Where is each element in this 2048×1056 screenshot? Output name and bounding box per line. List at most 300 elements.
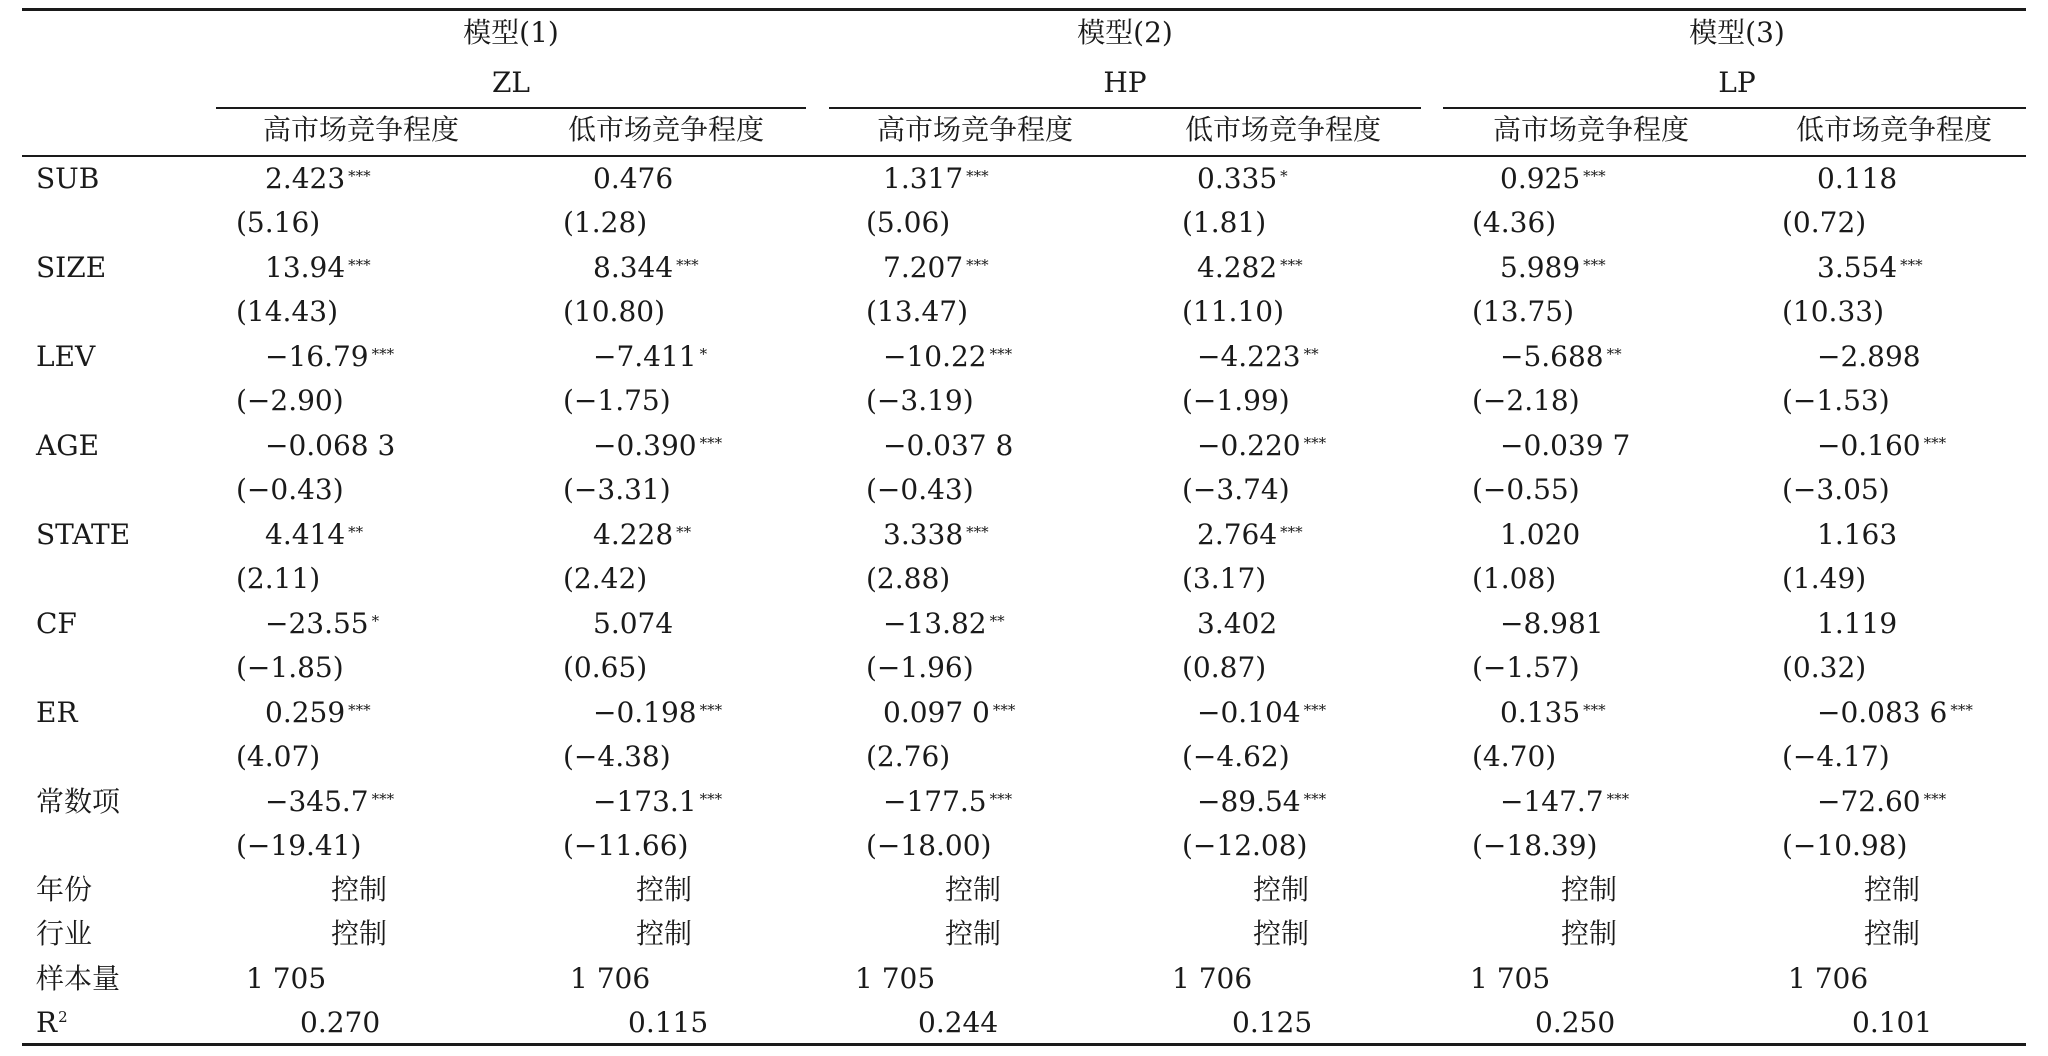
sample-size-cell-text: 1 705 bbox=[246, 962, 327, 995]
coef-cell-significance: *** bbox=[1280, 523, 1303, 541]
control-cell-text: 控制 bbox=[944, 873, 1002, 906]
tstat-cell bbox=[1782, 473, 1890, 507]
coef-cell bbox=[883, 340, 1012, 378]
subhead-4-text: 低市场竞争程度 bbox=[1184, 113, 1382, 146]
tstat-cell-text: (1.81) bbox=[1182, 206, 1267, 239]
tstat-cell bbox=[236, 295, 338, 329]
sample-size-cell bbox=[246, 962, 326, 996]
coef-cell-significance: *** bbox=[1583, 256, 1606, 274]
coef-cell bbox=[1197, 607, 1277, 641]
r2-cell bbox=[300, 1006, 380, 1040]
coef-cell bbox=[593, 785, 722, 823]
coef-cell bbox=[1817, 162, 1897, 196]
r2-superscript: 2 bbox=[58, 1008, 68, 1026]
coef-cell-text: −23.55 bbox=[265, 607, 369, 640]
coef-cell-text: 0.925 bbox=[1500, 162, 1581, 195]
tstat-cell bbox=[1782, 829, 1907, 863]
coef-cell-text: −0.083 6 bbox=[1817, 696, 1948, 729]
tstat-cell bbox=[1472, 829, 1597, 863]
tstat-cell bbox=[1472, 384, 1580, 418]
coef-cell-text: 1.317 bbox=[883, 162, 964, 195]
model-dep-3-text: LP bbox=[1718, 66, 1756, 99]
coef-cell-significance: *** bbox=[699, 434, 723, 452]
tstat-cell bbox=[866, 384, 974, 418]
control-cell-text: 控制 bbox=[1560, 873, 1618, 906]
coef-cell bbox=[883, 429, 1013, 463]
sample-size-cell-text: 1 706 bbox=[1788, 962, 1869, 995]
coef-cell-text: −173.1 bbox=[593, 785, 697, 818]
control-cell bbox=[636, 873, 692, 907]
coef-cell-significance: *** bbox=[1923, 790, 1947, 808]
row-label-8 bbox=[36, 785, 120, 819]
coef-cell bbox=[593, 518, 691, 556]
sample-size-cell bbox=[855, 962, 935, 996]
control-cell bbox=[1864, 917, 1920, 951]
tstat-cell-text: (10.33) bbox=[1782, 295, 1885, 328]
model-dep-1 bbox=[492, 66, 530, 100]
control-cell bbox=[331, 917, 387, 951]
coef-cell bbox=[1817, 251, 1923, 289]
tstat-cell-text: (−1.85) bbox=[236, 651, 344, 684]
tstat-cell bbox=[1782, 206, 1866, 240]
sample-size-label-text: 样本量 bbox=[36, 962, 121, 995]
model-dep-1-text: ZL bbox=[491, 66, 531, 99]
coef-cell bbox=[883, 607, 1005, 645]
tstat-cell bbox=[1782, 562, 1866, 596]
coef-cell bbox=[593, 696, 722, 734]
coef-cell-text: 5.989 bbox=[1500, 251, 1581, 284]
tstat-cell-text: (2.42) bbox=[563, 562, 648, 595]
tstat-cell-text: (−4.62) bbox=[1182, 740, 1290, 773]
tstat-cell-text: (14.43) bbox=[236, 295, 339, 328]
tstat-cell-text: (1.08) bbox=[1472, 562, 1557, 595]
tstat-cell-text: (4.36) bbox=[1472, 206, 1557, 239]
tstat-cell bbox=[866, 473, 974, 507]
coef-cell bbox=[883, 162, 989, 200]
subhead-1-text: 高市场竞争程度 bbox=[262, 113, 460, 146]
coef-cell-significance: * bbox=[699, 345, 708, 363]
coef-cell bbox=[883, 696, 1015, 734]
coef-cell bbox=[1197, 785, 1326, 823]
coef-cell-text: −5.688 bbox=[1500, 340, 1604, 373]
control-cell bbox=[1864, 873, 1920, 907]
tstat-cell-text: (−1.99) bbox=[1182, 384, 1290, 417]
model-dep-2 bbox=[1103, 66, 1146, 100]
coef-cell bbox=[1500, 607, 1604, 641]
coef-cell bbox=[1500, 251, 1606, 289]
control-cell-text: 控制 bbox=[1252, 873, 1310, 906]
coef-cell bbox=[883, 251, 989, 289]
coef-cell bbox=[593, 340, 707, 378]
r2-label bbox=[36, 1006, 68, 1044]
coef-cell-significance: *** bbox=[1583, 167, 1606, 185]
coef-cell bbox=[1817, 696, 1973, 734]
tstat-cell-text: (−4.17) bbox=[1782, 740, 1890, 773]
r2-cell-text: 0.270 bbox=[300, 1006, 381, 1039]
coef-cell bbox=[1197, 340, 1319, 378]
coef-cell-text: 8.344 bbox=[593, 251, 674, 284]
coef-cell-significance: ** bbox=[1303, 345, 1319, 363]
subhead-2 bbox=[568, 113, 764, 147]
coef-cell-significance: *** bbox=[992, 701, 1016, 719]
coef-cell bbox=[593, 162, 673, 196]
tstat-cell bbox=[1782, 295, 1884, 329]
coef-cell-text: 3.338 bbox=[883, 518, 964, 551]
coef-cell-text: −0.039 7 bbox=[1500, 429, 1631, 462]
tstat-cell-text: (13.47) bbox=[866, 295, 969, 328]
control-cell-text: 控制 bbox=[944, 917, 1002, 950]
coef-cell-text: 2.764 bbox=[1197, 518, 1278, 551]
coef-cell-significance: *** bbox=[1923, 434, 1947, 452]
coef-cell bbox=[883, 518, 989, 556]
tstat-cell bbox=[1472, 473, 1580, 507]
control-cell-text: 控制 bbox=[330, 917, 388, 950]
row-label-5-text: STATE bbox=[36, 518, 131, 551]
coef-cell-text: −8.981 bbox=[1500, 607, 1604, 640]
tstat-cell-text: (−3.05) bbox=[1782, 473, 1890, 506]
tstat-cell-text: (−3.19) bbox=[866, 384, 974, 417]
coef-cell bbox=[1197, 518, 1303, 556]
subhead-5 bbox=[1493, 113, 1689, 147]
row-label-3-text: LEV bbox=[36, 340, 96, 373]
coef-cell-significance: *** bbox=[1303, 701, 1327, 719]
coef-cell-text: −0.160 bbox=[1817, 429, 1921, 462]
coef-cell bbox=[1197, 696, 1326, 734]
tstat-cell bbox=[1782, 651, 1866, 685]
control-cell bbox=[1253, 917, 1309, 951]
coef-cell-significance: *** bbox=[1950, 701, 1973, 719]
tstat-cell bbox=[1782, 384, 1890, 418]
coef-cell-text: −345.7 bbox=[265, 785, 369, 818]
row-label-2-text: SIZE bbox=[36, 251, 107, 284]
tstat-cell bbox=[563, 295, 665, 329]
model-title-2-text: 模型(2) bbox=[1077, 16, 1173, 49]
coef-cell-text: −0.037 8 bbox=[883, 429, 1014, 462]
tstat-cell bbox=[1182, 562, 1266, 596]
control-cell-text: 控制 bbox=[635, 917, 693, 950]
coef-cell-significance: * bbox=[371, 612, 380, 630]
tstat-cell-text: (2.88) bbox=[866, 562, 951, 595]
control-cell bbox=[331, 873, 387, 907]
coef-cell bbox=[265, 518, 363, 556]
coef-cell-text: 0.335 bbox=[1197, 162, 1278, 195]
row-label-3 bbox=[36, 340, 95, 374]
row-label-1-text: SUB bbox=[36, 162, 100, 195]
coef-cell-significance: *** bbox=[348, 701, 371, 719]
control-cell bbox=[945, 873, 1001, 907]
control-label-1-text: 年份 bbox=[36, 873, 93, 906]
coef-cell-significance: *** bbox=[1303, 790, 1327, 808]
tstat-cell bbox=[563, 384, 671, 418]
tstat-cell bbox=[866, 829, 991, 863]
sample-size-cell bbox=[570, 962, 650, 996]
tstat-cell-text: (1.49) bbox=[1782, 562, 1867, 595]
tstat-cell bbox=[1182, 206, 1266, 240]
coef-cell-text: 0.476 bbox=[593, 162, 674, 195]
tstat-cell-text: (−4.38) bbox=[563, 740, 671, 773]
coef-cell-text: −4.223 bbox=[1197, 340, 1301, 373]
sample-size-cell bbox=[1172, 962, 1252, 996]
coef-cell bbox=[593, 429, 722, 467]
tstat-cell-text: (−0.55) bbox=[1472, 473, 1580, 506]
control-cell bbox=[636, 917, 692, 951]
tstat-cell bbox=[1472, 295, 1574, 329]
subhead-3 bbox=[877, 113, 1073, 147]
coef-cell bbox=[1817, 518, 1897, 552]
coef-cell bbox=[1197, 251, 1303, 289]
coef-cell-text: −16.79 bbox=[265, 340, 369, 373]
tstat-cell bbox=[1472, 740, 1556, 774]
row-label-6-text: CF bbox=[36, 607, 77, 640]
tstat-cell-text: (0.72) bbox=[1782, 206, 1867, 239]
coef-cell bbox=[1500, 340, 1622, 378]
r2-cell bbox=[1232, 1006, 1312, 1040]
tstat-cell-text: (2.76) bbox=[866, 740, 951, 773]
coef-cell bbox=[265, 340, 394, 378]
coef-cell-text: 2.423 bbox=[265, 162, 346, 195]
coef-cell-text: −7.411 bbox=[593, 340, 697, 373]
coef-cell-significance: *** bbox=[1900, 256, 1923, 274]
coef-cell-text: −2.898 bbox=[1817, 340, 1921, 373]
coef-cell-significance: *** bbox=[699, 790, 723, 808]
coef-cell bbox=[1817, 607, 1897, 641]
r2-label-text: R bbox=[36, 1006, 58, 1039]
tstat-cell bbox=[236, 829, 361, 863]
subhead-1 bbox=[263, 113, 459, 147]
coef-cell-text: 1.119 bbox=[1817, 607, 1898, 640]
tstat-cell-text: (1.28) bbox=[563, 206, 648, 239]
coef-cell-text: −0.390 bbox=[593, 429, 697, 462]
coef-cell bbox=[1500, 429, 1630, 463]
tstat-cell-text: (−1.53) bbox=[1782, 384, 1890, 417]
tstat-cell-text: (−0.43) bbox=[236, 473, 344, 506]
tstat-cell-text: (−1.57) bbox=[1472, 651, 1580, 684]
control-cell-text: 控制 bbox=[1560, 917, 1618, 950]
tstat-cell-text: (−12.08) bbox=[1182, 829, 1308, 862]
tstat-cell-text: (−3.74) bbox=[1182, 473, 1290, 506]
tstat-cell bbox=[236, 384, 344, 418]
model-title-3-text: 模型(3) bbox=[1689, 16, 1785, 49]
tstat-cell bbox=[1472, 651, 1580, 685]
tstat-cell bbox=[236, 651, 344, 685]
tstat-cell-text: (10.80) bbox=[563, 295, 666, 328]
r2-cell bbox=[1535, 1006, 1615, 1040]
coef-cell-text: −89.54 bbox=[1197, 785, 1301, 818]
r2-cell-text: 0.101 bbox=[1852, 1006, 1933, 1039]
coef-cell-text: −10.22 bbox=[883, 340, 987, 373]
coef-cell-significance: *** bbox=[348, 256, 371, 274]
tstat-cell bbox=[236, 740, 320, 774]
coef-cell-significance: ** bbox=[1606, 345, 1622, 363]
tstat-cell bbox=[1182, 829, 1307, 863]
model-title-3 bbox=[1689, 16, 1785, 50]
coef-cell-significance: *** bbox=[989, 790, 1013, 808]
tstat-cell bbox=[866, 651, 974, 685]
coef-cell-significance: *** bbox=[371, 790, 395, 808]
control-cell-text: 控制 bbox=[330, 873, 388, 906]
coef-cell-significance: *** bbox=[1606, 790, 1630, 808]
coef-cell bbox=[593, 607, 673, 641]
coef-cell bbox=[265, 785, 394, 823]
coef-cell-significance: *** bbox=[966, 167, 989, 185]
row-label-6 bbox=[36, 607, 77, 641]
sample-size-cell-text: 1 706 bbox=[570, 962, 651, 995]
tstat-cell-text: (−0.43) bbox=[866, 473, 974, 506]
coef-cell bbox=[593, 251, 699, 289]
r2-cell bbox=[1852, 1006, 1932, 1040]
coef-cell-text: −147.7 bbox=[1500, 785, 1604, 818]
tstat-cell-text: (−3.31) bbox=[563, 473, 671, 506]
tstat-cell-text: (−2.90) bbox=[236, 384, 344, 417]
tstat-cell bbox=[236, 206, 320, 240]
control-label-2-text: 行业 bbox=[36, 917, 93, 950]
tstat-cell bbox=[563, 473, 671, 507]
tstat-cell-text: (5.16) bbox=[236, 206, 321, 239]
tstat-cell-text: (−2.18) bbox=[1472, 384, 1580, 417]
coef-cell-significance: *** bbox=[966, 523, 989, 541]
control-label-2 bbox=[36, 917, 92, 951]
coef-cell-significance: ** bbox=[348, 523, 364, 541]
model-dep-2-text: HP bbox=[1103, 66, 1147, 99]
tstat-cell bbox=[563, 651, 647, 685]
coef-cell-text: 3.554 bbox=[1817, 251, 1898, 284]
control-cell bbox=[1561, 917, 1617, 951]
coef-cell-text: −0.220 bbox=[1197, 429, 1301, 462]
coef-cell-significance: *** bbox=[989, 345, 1013, 363]
coef-cell bbox=[1500, 696, 1606, 734]
tstat-cell-text: (4.07) bbox=[236, 740, 321, 773]
subhead-4 bbox=[1185, 113, 1381, 147]
table-bottom-rule bbox=[22, 1043, 2026, 1046]
coef-cell-text: 5.074 bbox=[593, 607, 674, 640]
coef-cell-text: 4.282 bbox=[1197, 251, 1278, 284]
coef-cell-significance: *** bbox=[348, 167, 371, 185]
subhead-6 bbox=[1796, 113, 1992, 147]
tstat-cell bbox=[236, 473, 344, 507]
coef-cell-significance: ** bbox=[989, 612, 1005, 630]
r2-cell-text: 0.244 bbox=[918, 1006, 999, 1039]
tstat-cell-text: (−11.66) bbox=[563, 829, 689, 862]
coef-cell-text: −13.82 bbox=[883, 607, 987, 640]
tstat-cell bbox=[866, 740, 950, 774]
coef-cell bbox=[1500, 518, 1580, 552]
tstat-cell-text: (0.87) bbox=[1182, 651, 1267, 684]
coef-cell-text: 0.259 bbox=[265, 696, 346, 729]
subhead-5-text: 高市场竞争程度 bbox=[1492, 113, 1690, 146]
header-bottom-rule bbox=[22, 155, 2026, 157]
coef-cell-text: −72.60 bbox=[1817, 785, 1921, 818]
model-dep-3 bbox=[1718, 66, 1755, 100]
tstat-cell bbox=[563, 829, 688, 863]
tstat-cell bbox=[1182, 651, 1266, 685]
tstat-cell bbox=[1472, 206, 1556, 240]
coef-cell-significance: *** bbox=[1583, 701, 1606, 719]
tstat-cell-text: (13.75) bbox=[1472, 295, 1575, 328]
control-cell bbox=[1561, 873, 1617, 907]
control-cell-text: 控制 bbox=[1252, 917, 1310, 950]
coef-cell bbox=[1817, 785, 1946, 823]
tstat-cell-text: (−18.00) bbox=[866, 829, 992, 862]
row-label-5 bbox=[36, 518, 130, 552]
row-label-7-text: ER bbox=[36, 696, 78, 729]
table-top-rule bbox=[22, 8, 2026, 11]
coef-cell-text: 0.118 bbox=[1817, 162, 1898, 195]
tstat-cell bbox=[236, 562, 320, 596]
coef-cell-significance: *** bbox=[699, 701, 723, 719]
row-label-8-text: 常数项 bbox=[36, 785, 121, 818]
coef-cell-text: 4.228 bbox=[593, 518, 674, 551]
coef-cell bbox=[1197, 429, 1326, 467]
control-cell bbox=[945, 917, 1001, 951]
subhead-6-text: 低市场竞争程度 bbox=[1795, 113, 1993, 146]
row-label-4-text: AGE bbox=[36, 429, 100, 462]
coef-cell bbox=[265, 162, 371, 200]
model-title-1 bbox=[463, 16, 559, 50]
row-label-7 bbox=[36, 696, 78, 730]
tstat-cell bbox=[1182, 295, 1284, 329]
tstat-cell bbox=[866, 562, 950, 596]
tstat-cell-text: (2.11) bbox=[236, 562, 321, 595]
tstat-cell-text: (3.17) bbox=[1182, 562, 1267, 595]
coef-cell-text: 1.020 bbox=[1500, 518, 1581, 551]
coef-cell-significance: *** bbox=[1280, 256, 1303, 274]
r2-cell-text: 0.125 bbox=[1232, 1006, 1313, 1039]
r2-cell bbox=[628, 1006, 708, 1040]
tstat-cell bbox=[563, 562, 647, 596]
coef-cell-significance: *** bbox=[676, 256, 699, 274]
tstat-cell bbox=[563, 206, 647, 240]
tstat-cell-text: (0.32) bbox=[1782, 651, 1867, 684]
control-cell-text: 控制 bbox=[1863, 873, 1921, 906]
model1-underline bbox=[216, 107, 806, 109]
coef-cell bbox=[265, 429, 395, 463]
coef-cell-text: −0.198 bbox=[593, 696, 697, 729]
coef-cell-significance: ** bbox=[676, 523, 692, 541]
tstat-cell bbox=[866, 206, 950, 240]
tstat-cell-text: (−19.41) bbox=[236, 829, 362, 862]
coef-cell-text: 0.097 0 bbox=[883, 696, 990, 729]
coef-cell-significance: *** bbox=[966, 256, 989, 274]
row-label-2 bbox=[36, 251, 106, 285]
coef-cell bbox=[1500, 785, 1629, 823]
tstat-cell-text: (4.70) bbox=[1472, 740, 1557, 773]
tstat-cell bbox=[1472, 562, 1556, 596]
tstat-cell bbox=[1782, 740, 1890, 774]
model-title-2 bbox=[1077, 16, 1173, 50]
subhead-2-text: 低市场竞争程度 bbox=[567, 113, 765, 146]
coef-cell-text: 0.135 bbox=[1500, 696, 1581, 729]
coef-cell bbox=[1197, 162, 1288, 200]
model2-underline bbox=[829, 107, 1421, 109]
coef-cell-text: −0.068 3 bbox=[265, 429, 396, 462]
coef-cell-text: 1.163 bbox=[1817, 518, 1898, 551]
tstat-cell bbox=[1182, 384, 1290, 418]
control-label-1 bbox=[36, 873, 92, 907]
coef-cell bbox=[1817, 429, 1946, 467]
tstat-cell bbox=[1182, 740, 1290, 774]
sample-size-cell bbox=[1788, 962, 1868, 996]
sample-size-cell-text: 1 705 bbox=[1470, 962, 1551, 995]
model-title-1-text: 模型(1) bbox=[463, 16, 559, 49]
row-label-4 bbox=[36, 429, 99, 463]
coef-cell bbox=[265, 607, 379, 645]
coef-cell-text: −0.104 bbox=[1197, 696, 1301, 729]
tstat-cell-text: (−10.98) bbox=[1782, 829, 1908, 862]
coef-cell-text: 3.402 bbox=[1197, 607, 1278, 640]
coef-cell-text: 13.94 bbox=[265, 251, 346, 284]
coef-cell-significance: * bbox=[1280, 167, 1288, 185]
coef-cell bbox=[883, 785, 1012, 823]
